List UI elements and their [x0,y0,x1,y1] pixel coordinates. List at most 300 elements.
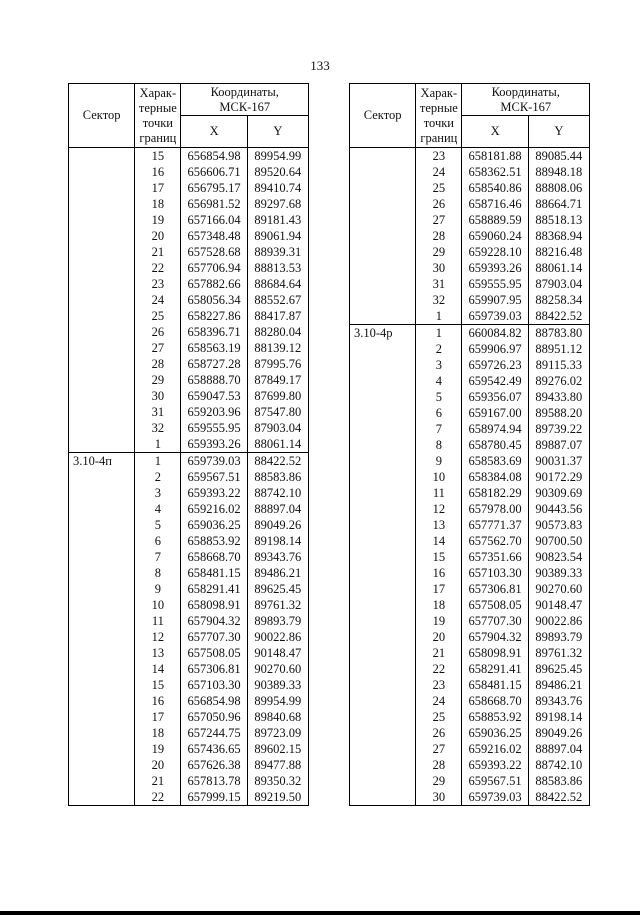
point-cell: 19 [135,741,181,757]
sector-cell [69,741,135,757]
table-row [350,597,590,613]
y-cell: 90031.37 [528,453,589,469]
sector-cell [69,773,135,789]
sector-cell [350,148,416,165]
point-cell: 28 [135,356,181,372]
x-cell: 658974.94 [462,421,528,437]
point-cell: 15 [135,148,181,165]
point-cell: 32 [416,292,462,308]
table-row [350,709,590,725]
scan-edge [0,911,640,915]
point-cell: 10 [416,469,462,485]
point-cell: 2 [416,341,462,357]
table-row [69,324,309,340]
y-cell: 88583.86 [247,469,308,485]
table-row [69,404,309,420]
y-cell: 87699.80 [247,388,308,404]
point-cell: 8 [416,437,462,453]
point-cell: 25 [416,709,462,725]
point-cell: 16 [135,164,181,180]
table-row [350,228,590,244]
x-cell: 657306.81 [462,581,528,597]
sector-cell [69,436,135,453]
sector-cell [350,549,416,565]
x-cell: 657103.30 [181,677,247,693]
x-cell: 659907.95 [462,292,528,308]
y-cell: 89588.20 [528,405,589,421]
point-cell: 4 [135,501,181,517]
point-cell: 28 [416,228,462,244]
point-cell: 5 [135,517,181,533]
table-row [69,372,309,388]
header-x: X [181,116,247,148]
x-cell: 657244.75 [181,725,247,741]
sector-cell [69,597,135,613]
sector-cell [350,164,416,180]
sector-cell [69,388,135,404]
table-row [69,549,309,565]
y-cell: 88742.10 [528,757,589,773]
header-point-line: точки [142,115,173,130]
table-row [69,260,309,276]
x-cell: 657306.81 [181,661,247,677]
sector-cell [350,645,416,661]
table-row [69,645,309,661]
header-point-line: терные [138,100,177,115]
sector-cell [350,501,416,517]
x-cell: 659228.10 [462,244,528,260]
sector-cell [350,180,416,196]
point-cell: 11 [135,613,181,629]
header-y: Y [528,116,589,148]
table-row [69,276,309,292]
point-cell: 22 [416,661,462,677]
table-row [350,421,590,437]
x-cell: 657904.32 [181,613,247,629]
sector-cell [69,581,135,597]
x-cell: 659739.03 [462,308,528,325]
x-cell: 657528.68 [181,244,247,260]
x-cell: 659216.02 [462,741,528,757]
point-cell: 23 [416,677,462,693]
table-row [69,388,309,404]
table-row [69,485,309,501]
point-cell: 3 [416,357,462,373]
y-cell: 89486.21 [528,677,589,693]
sector-cell [69,469,135,485]
point-cell: 17 [135,709,181,725]
y-cell: 88417.87 [247,308,308,324]
y-cell: 89049.26 [528,725,589,741]
y-cell: 88139.12 [247,340,308,356]
sector-cell [69,549,135,565]
y-cell: 89219.50 [247,789,308,806]
y-cell: 89343.76 [247,549,308,565]
y-cell: 89433.80 [528,389,589,405]
point-cell: 12 [416,501,462,517]
table-row [69,533,309,549]
table-row [350,613,590,629]
point-cell: 31 [135,404,181,420]
table-row [69,757,309,773]
sector-cell [350,517,416,533]
page-number: 133 [310,58,330,73]
table-row [69,356,309,372]
y-cell: 90573.83 [528,517,589,533]
y-cell: 89893.79 [247,613,308,629]
table-row [350,276,590,292]
sector-cell [69,693,135,709]
sector-cell [350,757,416,773]
table-row [69,180,309,196]
y-cell: 89602.15 [247,741,308,757]
sector-cell [350,453,416,469]
sector-cell [350,661,416,677]
y-cell: 89350.32 [247,773,308,789]
point-cell: 32 [135,420,181,436]
table-row [69,693,309,709]
point-cell: 2 [135,469,181,485]
point-cell: 31 [416,276,462,292]
x-cell: 658780.45 [462,437,528,453]
table-row [69,565,309,581]
y-cell: 88216.48 [528,244,589,260]
y-cell: 89739.22 [528,421,589,437]
point-cell: 23 [416,148,462,165]
point-cell: 21 [135,773,181,789]
x-cell: 658291.41 [181,581,247,597]
point-cell: 7 [135,549,181,565]
point-cell: 18 [135,725,181,741]
table-row [69,597,309,613]
x-cell: 658362.51 [462,164,528,180]
sector-cell [350,228,416,244]
y-cell: 89276.02 [528,373,589,389]
sector-cell [69,148,135,165]
table-row [350,325,590,342]
y-cell: 90022.86 [528,613,589,629]
point-cell: 19 [416,613,462,629]
x-cell: 659047.53 [181,388,247,404]
sector-cell [69,613,135,629]
x-cell: 657436.65 [181,741,247,757]
y-cell: 88808.06 [528,180,589,196]
table-row [350,437,590,453]
sector-cell [350,308,416,325]
x-cell: 658396.71 [181,324,247,340]
sector-cell: 3.10-4п [69,453,135,470]
sector-cell [69,565,135,581]
y-cell: 88897.04 [528,741,589,757]
point-cell: 15 [416,549,462,565]
x-cell: 659567.51 [181,469,247,485]
y-cell: 88951.12 [528,341,589,357]
point-cell: 12 [135,629,181,645]
x-cell: 657351.66 [462,549,528,565]
sector-cell [350,292,416,308]
point-cell: 6 [416,405,462,421]
y-cell: 88813.53 [247,260,308,276]
table-row [69,148,309,165]
y-cell: 89343.76 [528,693,589,709]
header-coords-line: МСК-167 [219,99,271,114]
header-point-line: точки [423,115,454,130]
table-row [350,164,590,180]
sector-cell [69,661,135,677]
point-cell: 23 [135,276,181,292]
y-cell: 89625.45 [528,661,589,677]
table-row [69,677,309,693]
point-cell: 24 [416,164,462,180]
x-cell: 659567.51 [462,773,528,789]
table-row [69,629,309,645]
x-cell: 658888.70 [181,372,247,388]
point-cell: 18 [416,597,462,613]
header-coords-line: Координаты, [491,84,560,99]
x-cell: 658481.15 [462,677,528,693]
sector-cell [69,517,135,533]
point-cell: 1 [416,308,462,325]
table-row [69,308,309,324]
table-row [69,292,309,308]
point-cell: 9 [416,453,462,469]
point-cell: 10 [135,597,181,613]
sector-cell [350,693,416,709]
sector-cell [350,389,416,405]
sector-cell [350,357,416,373]
y-cell: 88948.18 [528,164,589,180]
y-cell: 89954.99 [247,693,308,709]
y-cell: 87547.80 [247,404,308,420]
sector-cell [69,501,135,517]
header-sector: Сектор [69,84,135,148]
y-cell: 88422.52 [528,789,589,806]
point-cell: 30 [135,388,181,404]
point-cell: 11 [416,485,462,501]
point-cell: 20 [135,228,181,244]
y-cell: 89181.43 [247,212,308,228]
x-cell: 658853.92 [181,533,247,549]
point-cell: 16 [135,693,181,709]
table-row [69,244,309,260]
sector-cell [69,485,135,501]
table-row [350,196,590,212]
sector-cell [69,420,135,436]
point-cell: 26 [135,324,181,340]
y-cell: 89115.33 [528,357,589,373]
coordinates-table-left [68,83,309,806]
table-row [350,645,590,661]
point-cell: 14 [135,661,181,677]
table-row [350,677,590,693]
sector-cell [69,533,135,549]
x-cell: 659393.22 [462,757,528,773]
y-cell: 89061.94 [247,228,308,244]
x-cell: 658181.88 [462,148,528,165]
table-row [69,773,309,789]
header-point-line: Харак- [139,85,177,100]
y-cell: 90309.69 [528,485,589,501]
x-cell: 659203.96 [181,404,247,420]
point-cell: 21 [416,645,462,661]
header-point [416,84,462,148]
header-y: Y [247,116,308,148]
x-cell: 656795.17 [181,180,247,196]
sector-cell [69,709,135,725]
point-cell: 25 [135,308,181,324]
sector-cell [350,469,416,485]
point-cell: 1 [416,325,462,342]
point-cell: 17 [416,581,462,597]
point-cell: 6 [135,533,181,549]
sector-cell [69,340,135,356]
table-row [69,212,309,228]
sector-cell [69,725,135,741]
y-cell: 89723.09 [247,725,308,741]
sector-cell [350,276,416,292]
table-row [350,789,590,806]
point-cell: 30 [416,260,462,276]
table-row [350,453,590,469]
x-cell: 658481.15 [181,565,247,581]
x-cell: 659356.07 [462,389,528,405]
sector-cell [350,244,416,260]
header-coords [181,84,309,116]
table-body-left [69,148,309,806]
table-row [350,180,590,196]
x-cell: 658098.91 [181,597,247,613]
table-row [350,725,590,741]
y-cell: 88061.14 [247,436,308,453]
table-row [350,373,590,389]
y-cell: 90148.47 [528,597,589,613]
y-cell: 88583.86 [528,773,589,789]
table-row [350,581,590,597]
y-cell: 88422.52 [247,453,308,470]
point-cell: 17 [135,180,181,196]
header-sector: Сектор [350,84,416,148]
table-row [69,725,309,741]
y-cell: 88422.52 [528,308,589,325]
point-cell: 18 [135,196,181,212]
sector-cell [350,533,416,549]
sector-cell [350,789,416,806]
y-cell: 87903.04 [528,276,589,292]
table-row [350,693,590,709]
y-cell: 89761.32 [528,645,589,661]
table-row [350,661,590,677]
y-cell: 90823.54 [528,549,589,565]
y-cell: 90389.33 [528,565,589,581]
y-cell: 88061.14 [528,260,589,276]
table-row [350,629,590,645]
header-point-line: границ [139,130,177,145]
table-row [350,469,590,485]
table-row [69,420,309,436]
sector-cell [350,613,416,629]
table-row [69,517,309,533]
x-cell: 659393.22 [181,485,247,501]
header-coords-line: Координаты, [210,84,279,99]
x-cell: 659036.25 [181,517,247,533]
sector-cell: 3.10-4р [350,325,416,342]
x-cell: 658889.59 [462,212,528,228]
x-cell: 657103.30 [462,565,528,581]
sector-cell [69,196,135,212]
table-row [350,405,590,421]
sector-cell [69,260,135,276]
x-cell: 659036.25 [462,725,528,741]
x-cell: 657508.05 [462,597,528,613]
point-cell: 20 [135,757,181,773]
sector-cell [69,324,135,340]
y-cell: 88684.64 [247,276,308,292]
sector-cell [350,773,416,789]
sector-cell [69,757,135,773]
table-row [350,757,590,773]
sector-cell [350,709,416,725]
sector-cell [69,164,135,180]
point-cell: 16 [416,565,462,581]
x-cell: 657707.30 [462,613,528,629]
table-row [69,501,309,517]
x-cell: 659393.26 [462,260,528,276]
sector-cell [350,485,416,501]
sector-cell [69,645,135,661]
sector-cell [350,212,416,228]
point-cell: 29 [416,773,462,789]
point-cell: 24 [135,292,181,308]
table-row [69,581,309,597]
sector-cell [350,725,416,741]
x-cell: 657626.38 [181,757,247,773]
x-cell: 658853.92 [462,709,528,725]
table-row [350,773,590,789]
x-cell: 659167.00 [462,405,528,421]
y-cell: 90443.56 [528,501,589,517]
sector-cell [350,581,416,597]
x-cell: 657978.00 [462,501,528,517]
point-cell: 5 [416,389,462,405]
y-cell: 87903.04 [247,420,308,436]
x-cell: 657999.15 [181,789,247,806]
y-cell: 88518.13 [528,212,589,228]
point-cell: 1 [135,453,181,470]
point-cell: 25 [416,180,462,196]
x-cell: 657508.05 [181,645,247,661]
sector-cell [350,565,416,581]
x-cell: 658291.41 [462,661,528,677]
y-cell: 90270.60 [247,661,308,677]
x-cell: 657348.48 [181,228,247,244]
table-row [350,389,590,405]
table-row [69,469,309,485]
sector-cell [69,276,135,292]
point-cell: 15 [135,677,181,693]
x-cell: 657706.94 [181,260,247,276]
table-row [350,148,590,165]
sector-cell [350,260,416,276]
x-cell: 658563.19 [181,340,247,356]
table-row [69,709,309,725]
header-point-line: границ [420,130,458,145]
point-cell: 9 [135,581,181,597]
x-cell: 660084.82 [462,325,528,342]
y-cell: 89049.26 [247,517,308,533]
table-row [69,340,309,356]
x-cell: 659060.24 [462,228,528,244]
x-cell: 657882.66 [181,276,247,292]
